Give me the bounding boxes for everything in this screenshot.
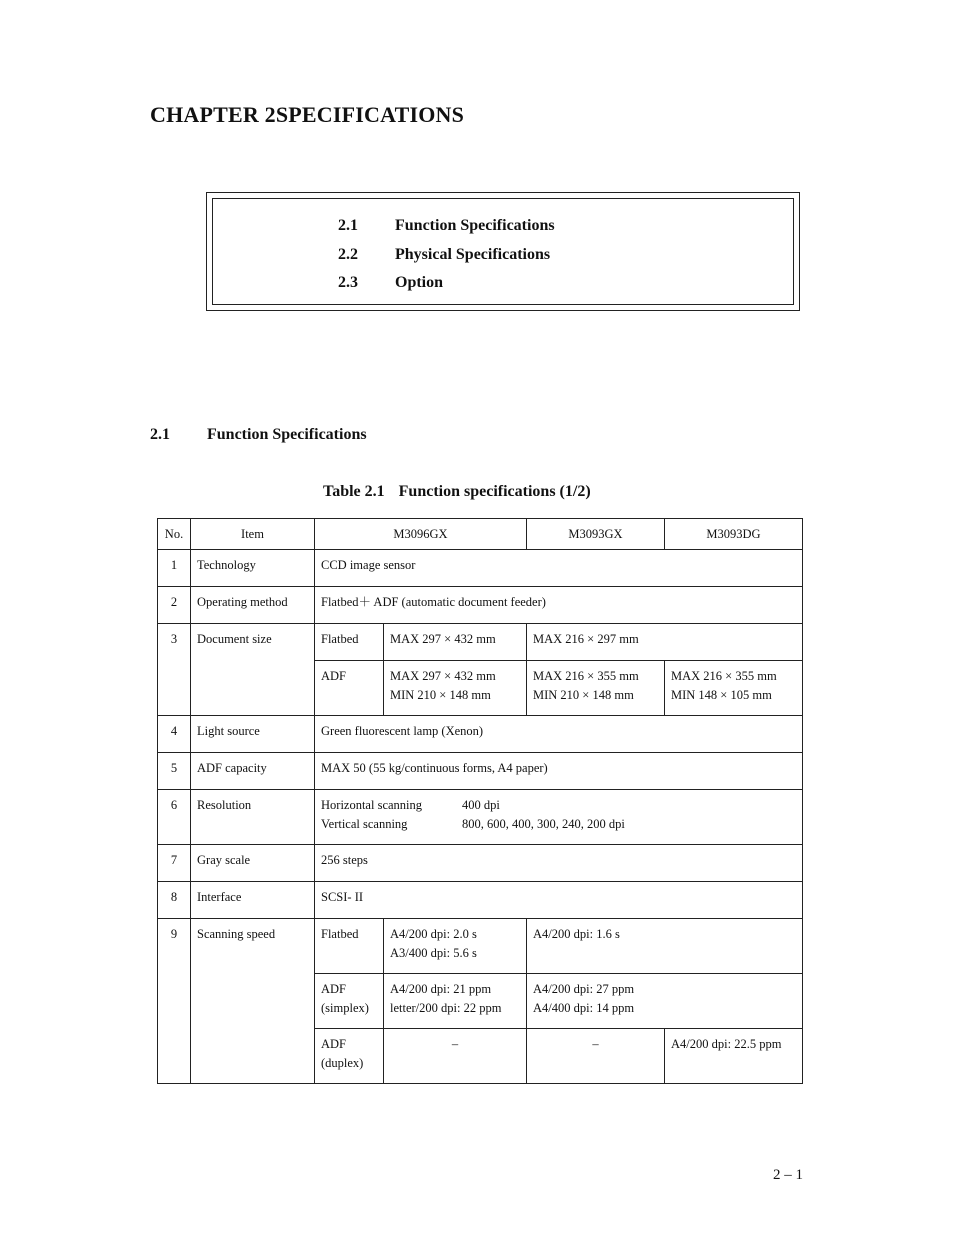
cell-m3096gx: MAX 297 × 432 mm [384,624,527,661]
page-number: 2 – 1 [773,1167,803,1183]
table-row [158,550,803,587]
row-value: CCD image sensor [315,550,803,587]
cell-m3096gx: – [384,1029,527,1084]
toc-box [206,192,800,311]
cell-line: A4/400 dpi: 14 ppm [533,1000,635,1015]
cell-m3093gx [527,661,665,716]
cell-line: A4/200 dpi: 21 ppm [390,982,492,996]
cell-line: MAX 297 × 432 mm [390,669,496,683]
cell-line: (simplex) [321,1000,369,1015]
row-number: 7 [158,845,191,882]
toc-item-label: Physical Specifications [395,246,551,263]
table-caption [323,483,591,501]
sub-label-flatbed: Flatbed [315,624,384,661]
header-m3093gx: M3093GX [527,519,665,550]
row-item: Gray scale [191,845,315,882]
table-row [158,753,803,790]
table-caption-title: Function specifications (1/2) [398,483,591,500]
toc-item-label: Option [395,274,444,291]
row-item: Technology [191,550,315,587]
sub-label-adf-simplex [315,974,384,1029]
cell-line: letter/200 dpi: 22 ppm [390,1000,502,1015]
cell-m3096gx [384,919,527,974]
row-number: 1 [158,550,191,587]
header-m3096gx: M3096GX [315,519,527,550]
sub-label-flatbed: Flatbed [315,919,384,974]
cell-m3093dg [665,661,803,716]
function-spec-table [157,518,803,1084]
sub-label-adf-duplex [315,1029,384,1084]
section-heading [150,426,367,444]
cell-m3093: MAX 216 × 297 mm [527,624,803,661]
resolution-value: 400 dpi [462,798,500,812]
cell-line: MIN 210 × 148 mm [390,687,491,702]
table-row [158,624,803,661]
cell-m3096gx [384,974,527,1029]
cell-line: (duplex) [321,1055,364,1070]
row-value: Green fluorescent lamp (Xenon) [315,716,803,753]
table-row [158,587,803,624]
cell-line: A4/200 dpi: 2.0 s [390,927,477,941]
table-row [158,919,803,974]
toc-item-number: 2.1 [338,217,358,234]
row-item: Scanning speed [191,919,315,1084]
row-number: 8 [158,882,191,919]
row-item: Light source [191,716,315,753]
section-title: Function Specifications [207,426,367,443]
row-item: Operating method [191,587,315,624]
cell-m3093: A4/200 dpi: 1.6 s [527,919,803,974]
toc-item[interactable] [338,246,550,264]
row-number: 2 [158,587,191,624]
section-number: 2.1 [150,426,170,443]
cell-line: MIN 148 × 105 mm [671,687,772,702]
chapter-title: CHAPTER 2SPECIFICATIONS [150,102,465,127]
table-header-row [158,519,803,550]
header-no: No. [158,519,191,550]
row-value: SCSI- II [315,882,803,919]
resolution-value: 800, 600, 400, 300, 240, 200 dpi [462,816,625,831]
cell-m3096gx [384,661,527,716]
resolution-vertical [321,815,796,834]
table-row [158,790,803,845]
toc-item-number: 2.3 [338,274,358,291]
row-number: 3 [158,624,191,716]
row-item: Interface [191,882,315,919]
toc-item-number: 2.2 [338,246,358,263]
header-item: Item [191,519,315,550]
table-caption-label: Table 2.1 [323,483,385,500]
table-row [158,716,803,753]
row-value: MAX 50 (55 kg/continuous forms, A4 paper) [315,753,803,790]
header-m3093dg: M3093DG [665,519,803,550]
table-row [158,845,803,882]
resolution-horizontal [321,796,796,815]
cell-m3093gx: – [527,1029,665,1084]
resolution-label: Horizontal scanning [321,798,423,812]
cell-m3093 [527,974,803,1029]
resolution-label: Vertical scanning [321,816,408,831]
cell-line: A3/400 dpi: 5.6 s [390,945,477,960]
toc-inner-frame [212,198,794,305]
row-number: 6 [158,790,191,845]
toc-item-label: Function Specifications [395,217,555,234]
sub-label-adf: ADF [315,661,384,716]
cell-line: MIN 210 × 148 mm [533,687,634,702]
row-number: 9 [158,919,191,1084]
row-value: Flatbed＋ ADF (automatic document feeder) [315,587,803,624]
cell-line: A4/200 dpi: 27 ppm [533,982,635,996]
row-value [315,790,803,845]
cell-line: MAX 216 × 355 mm [533,669,639,683]
row-item: Resolution [191,790,315,845]
table-row [158,882,803,919]
cell-line: MAX 216 × 355 mm [671,669,777,683]
toc-item[interactable] [338,217,555,235]
cell-m3093dg: A4/200 dpi: 22.5 ppm [665,1029,803,1084]
cell-line: ADF [321,1037,347,1051]
row-number: 4 [158,716,191,753]
row-number: 5 [158,753,191,790]
cell-line: ADF [321,982,347,996]
toc-item[interactable] [338,274,443,292]
row-value: 256 steps [315,845,803,882]
row-item: Document size [191,624,315,716]
row-item: ADF capacity [191,753,315,790]
